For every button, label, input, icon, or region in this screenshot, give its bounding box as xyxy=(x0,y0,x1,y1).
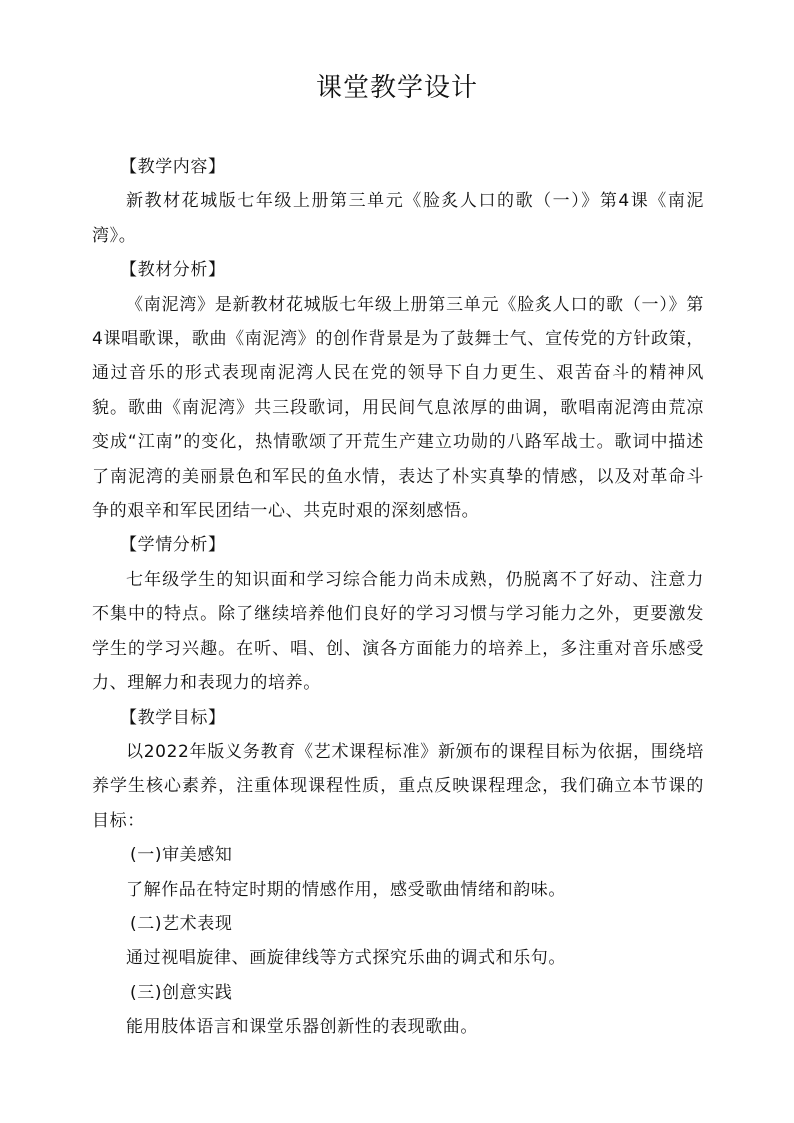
material-analysis-text: 《南泥湾》是新教材花城版七年级上册第三单元《脸炙人口的歌（一）》第4课唱歌课，歌曲《南泥湾》的创作背景是为了鼓舞士气、宣传党的方针政策，通过音乐的形式表现南泥湾人民在党的领导下自力更生、艰苦奋斗的精神风貌。歌曲《南泥湾》共三段歌词，用民间气息浓厚的曲调，歌唱南泥湾由荒凉变成“江南”的变化，热情歌颂了开荒生产建立功勋的八路军战士。歌词中描述了南泥湾的美丽景色和军民的鱼水情，表达了朴实真挚的情感，以及对革命斗争的艰辛和军民团结一心、共克时艰的深刻感悟。 xyxy=(92,294,704,522)
goal-expression-text: 通过视唱旋律、画旋律线等方式探究乐曲的调式和乐句。 xyxy=(126,948,566,969)
document-body xyxy=(92,150,704,1045)
teaching-content-text: 新教材花城版七年级上册第三单元《脸炙人口的歌（一）》第4课《南泥湾》。 xyxy=(92,191,704,246)
student-analysis-heading: 【学情分析】 xyxy=(120,535,226,556)
student-analysis-text: 七年级学生的知识面和学习综合能力尚未成熟，仍脱离不了好动、注意力不集中的特点。除了继续培养他们良好的学习习惯与学习能力之外，更要激发学生的学习兴趣。在听、唱、创、演各方面能力的培养上，多注重对音乐感受力、理解力和表现力的培养。 xyxy=(92,569,704,694)
teaching-goals-text: 以2022年版义务教育《艺术课程标准》新颁布的课程目标为依据，围绕培养学生核心素养，注重体现课程性质，重点反映课程理念，我们确立本节课的目标： xyxy=(92,741,704,831)
material-analysis-heading: 【教材分析】 xyxy=(120,260,226,281)
goal-creative-title: (三)创意实践 xyxy=(130,982,233,1003)
goal-aesthetic-title: (一)审美感知 xyxy=(130,845,233,866)
teaching-content-heading: 【教学内容】 xyxy=(120,157,226,177)
goal-creative-text: 能用肢体语言和课堂乐器创新性的表现歌曲。 xyxy=(126,1017,478,1038)
goal-aesthetic-text: 了解作品在特定时期的情感作用，感受歌曲情绪和韵味。 xyxy=(126,879,566,900)
goal-expression-title: (二)艺术表现 xyxy=(130,913,233,934)
teaching-goals-heading: 【教学目标】 xyxy=(120,707,226,728)
page-title: 课堂教学设计 xyxy=(315,73,478,103)
